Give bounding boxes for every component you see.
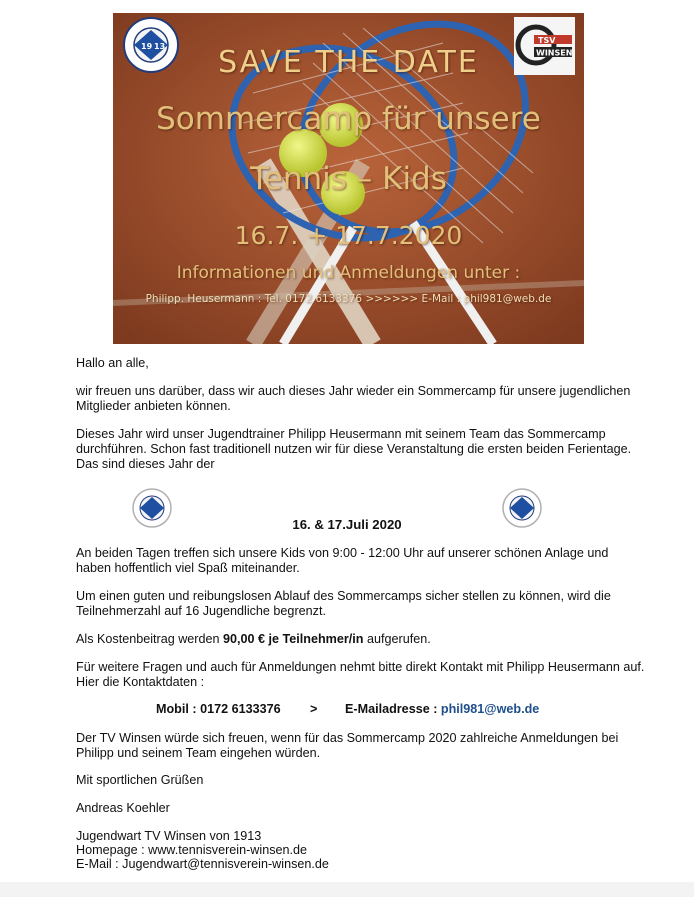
paragraph-7-line-1: Der TV Winsen würde sich freuen, wenn für das Sommercamp 2020 zahlreiche Anmeldungen bei (76, 731, 619, 745)
cost-pre: Als Kostenbeitrag werden (76, 632, 224, 646)
paragraph-3-line-2: haben hoffentlich viel Spaß miteinander. (76, 561, 300, 575)
paragraph-2-line-3: Das sind dieses Jahr der (76, 457, 215, 471)
svg-text:WINSEN: WINSEN (536, 48, 573, 58)
poster-subtitle-line1: Sommercamp für unsere (156, 101, 541, 137)
date-heading: 16. & 17.Juli 2020 (292, 517, 402, 532)
bottom-bar (0, 882, 694, 897)
poster-info: Informationen und Anmeldungen unter : (176, 263, 521, 283)
svg-text:TSV: TSV (538, 36, 556, 45)
paragraph-6-line-2: Hier die Kontaktdaten : (76, 675, 205, 689)
poster-image (113, 13, 584, 344)
poster-contact: Philipp. Heusermann : Tel. 0172 6133376 >>>>>> E-Mail : phil981@web.de (145, 293, 552, 305)
paragraph-4-line-2: Teilnehmerzahl auf 16 Jugendliche begrenzt. (76, 604, 326, 618)
signer-name: Andreas Koehler (76, 801, 170, 815)
mobile-number: Mobil : 0172 6133376 (156, 702, 281, 716)
email-label: E-Mailadresse : (345, 702, 441, 716)
paragraph-1-line-1: wir freuen uns darüber, dass wir auch dieses Jahr wieder ein Sommercamp für unsere jugendlichen (76, 384, 631, 398)
paragraph-6-line-1: Für weitere Fragen und auch für Anmeldungen nehmt bitte direkt Kontakt mit Philipp Heusermann auf. (76, 660, 645, 674)
paragraph-1-line-2: Mitglieder anbieten können. (76, 399, 231, 413)
email-link[interactable]: phil981@web.de (440, 702, 540, 716)
paragraph-2-line-2: durchführen. Schon fast traditionell nutzen wir für diese Veranstaltung die ersten beiden Ferientage. (76, 442, 632, 456)
paragraph-2-line-1: Dieses Jahr wird unser Jugendtrainer Philipp Heusermann mit seinem Team das Sommercamp (76, 427, 606, 441)
closing: Mit sportlichen Grüßen (76, 773, 204, 787)
email-line (345, 702, 539, 716)
club-logo-year-a: 19 (141, 42, 153, 51)
footer-email[interactable]: E-Mail : Jugendwart@tennisverein-winsen.de (76, 857, 329, 871)
footer-homepage[interactable]: Homepage : www.tennisverein-winsen.de (76, 843, 308, 857)
footer-role: Jugendwart TV Winsen von 1913 (76, 829, 262, 843)
cost-paragraph (76, 632, 431, 647)
arrow-separator: > (310, 702, 318, 716)
paragraph-4-line-1: Um einen guten und reibungslosen Ablauf des Sommercamps sicher stellen zu können, wird die (76, 589, 611, 603)
poster-dates: 16.7. + 17.7.2020 (234, 221, 463, 250)
poster-title: SAVE THE DATE (218, 45, 479, 80)
cost-post: aufgerufen. (363, 632, 431, 646)
paragraph-3-line-1: An beiden Tagen treffen sich unsere Kids von 9:00 - 12:00 Uhr auf unserer schönen Anlage und (76, 546, 609, 560)
cost-amount: 90,00 € je Teilnehmer/in (223, 632, 364, 646)
paragraph-7-line-2: Philipp und seinem Team eingehen würden. (76, 746, 321, 760)
greeting: Hallo an alle, (76, 356, 149, 370)
poster-subtitle-line2: Tennis – Kids (250, 161, 447, 197)
club-logo-year-b: 13 (154, 42, 166, 51)
